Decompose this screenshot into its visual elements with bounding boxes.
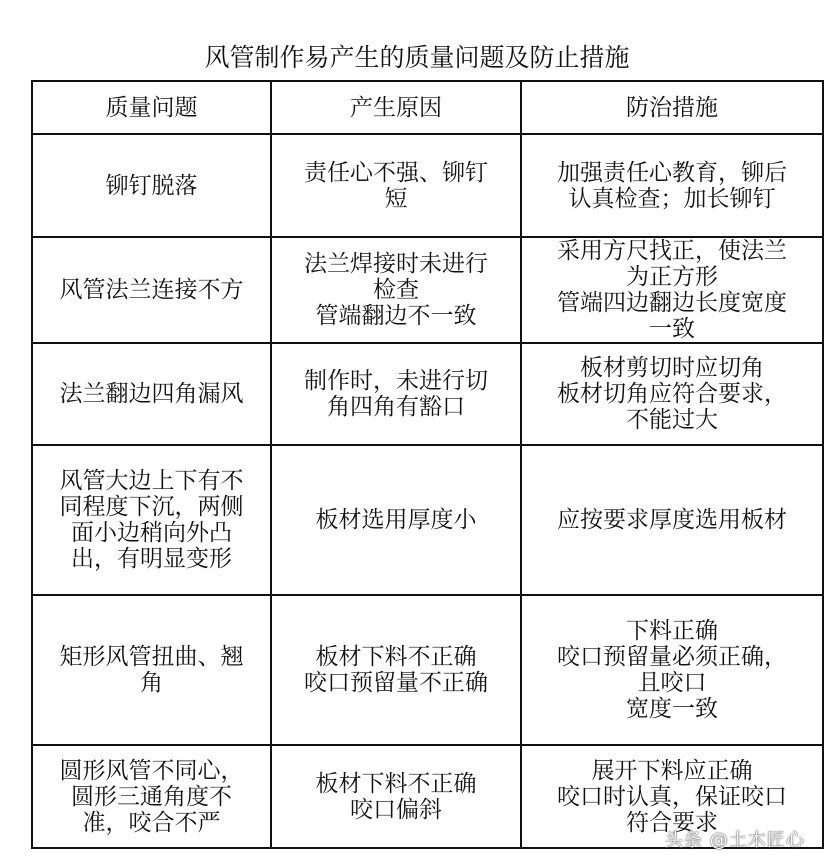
problem-cell <box>32 445 271 595</box>
cell-text-line: 矩形风管扭曲、翘 <box>59 644 244 670</box>
problem-cell <box>32 343 271 445</box>
cell-text-line: 角四角有豁口 <box>327 394 465 420</box>
cell-text-line: 制作时，未进行切 <box>304 368 488 394</box>
cell-text-line: 风管大边上下有不 <box>59 468 244 494</box>
table-row <box>32 595 823 745</box>
cell-text-line: 一致 <box>649 316 695 342</box>
cell-text-line: 且咬口 <box>637 670 707 696</box>
cell-text-line: 加强责任心教育，铆后 <box>557 159 787 186</box>
cell-text-line: 管端四边翻边长度宽度 <box>557 290 787 316</box>
cell-text-line: 不能过大 <box>626 407 718 433</box>
cell-text-line: 认真检查；加长铆钉 <box>568 185 776 212</box>
header-prevention-measure: 防治措施 <box>521 81 823 134</box>
cell-text-line: 采用方尺找正，使法兰 <box>557 238 787 264</box>
table-row <box>32 237 823 343</box>
cell-text-line: 检查 <box>373 277 419 303</box>
cell-text-line: 同程度下沉，两侧 <box>59 494 244 520</box>
cell-text-line: 下料正确 <box>626 618 718 644</box>
header-quality-problem: 质量问题 <box>32 81 271 134</box>
measure-cell <box>521 237 823 343</box>
cell-text-line: 板材下料不正确 <box>315 770 477 797</box>
cell-text-line: 应按要求厚度选用板材 <box>557 507 787 533</box>
cell-text-line: 短 <box>384 185 408 212</box>
cell-text-line: 法兰翻边四角漏风 <box>59 381 244 407</box>
cause-cell <box>271 343 521 445</box>
cause-cell <box>271 595 521 745</box>
table-row <box>32 445 823 595</box>
cell-text-line: 圆形风管不同心， <box>59 757 244 784</box>
cell-text-line: 咬口偏斜 <box>350 796 442 823</box>
table-row <box>32 134 823 237</box>
problem-cell <box>32 237 271 343</box>
problem-cell <box>32 595 271 745</box>
problem-cell <box>32 745 271 848</box>
cell-text-line: 为正方形 <box>626 264 718 290</box>
cause-cell <box>271 445 521 595</box>
measure-cell <box>521 343 823 445</box>
watermark: 头条 @土木匠心 <box>665 830 805 851</box>
cell-text-line: 板材下料不正确 <box>315 644 477 670</box>
cell-text-line: 准，咬合不严 <box>82 809 221 836</box>
cell-text-line: 法兰焊接时未进行 <box>304 251 488 277</box>
cell-text-line: 风管法兰连接不方 <box>59 277 244 303</box>
problem-cell <box>32 134 271 237</box>
table-row <box>32 343 823 445</box>
cell-text-line: 面小边稍向外凸 <box>71 520 232 546</box>
cause-cell <box>271 134 521 237</box>
cell-text-line: 圆形三通角度不 <box>71 783 232 810</box>
header-cause: 产生原因 <box>271 81 521 134</box>
cell-text-line: 铆钉脱落 <box>105 172 198 199</box>
quality-issues-table <box>31 80 824 849</box>
measure-cell <box>521 595 823 745</box>
document-title: 风管制作易产生的质量问题及防止措施 <box>204 43 630 72</box>
measure-cell <box>521 445 823 595</box>
cell-text-line: 板材选用厚度小 <box>315 507 477 533</box>
cause-cell <box>271 237 521 343</box>
cell-text-line: 咬口时认真，保证咬口 <box>557 783 787 810</box>
cell-text-line: 板材剪切时应切角 <box>580 355 764 381</box>
cell-text-line: 展开下料应正确 <box>591 757 753 784</box>
cell-text-line: 咬口预留量必须正确， <box>557 644 787 670</box>
cell-text-line: 宽度一致 <box>626 696 718 722</box>
cell-text-line: 咬口预留量不正确 <box>304 670 488 696</box>
cell-text-line: 板材切角应符合要求， <box>557 381 787 407</box>
table-header-row <box>32 81 823 134</box>
cell-text-line: 出，有明显变形 <box>71 546 232 572</box>
cell-text-line: 责任心不强、铆钉 <box>304 159 488 186</box>
measure-cell <box>521 134 823 237</box>
cell-text-line: 管端翻边不一致 <box>315 303 477 329</box>
cell-text-line: 角 <box>140 670 163 696</box>
cause-cell <box>271 745 521 848</box>
cell-text-line: 符合要求 <box>626 809 718 836</box>
